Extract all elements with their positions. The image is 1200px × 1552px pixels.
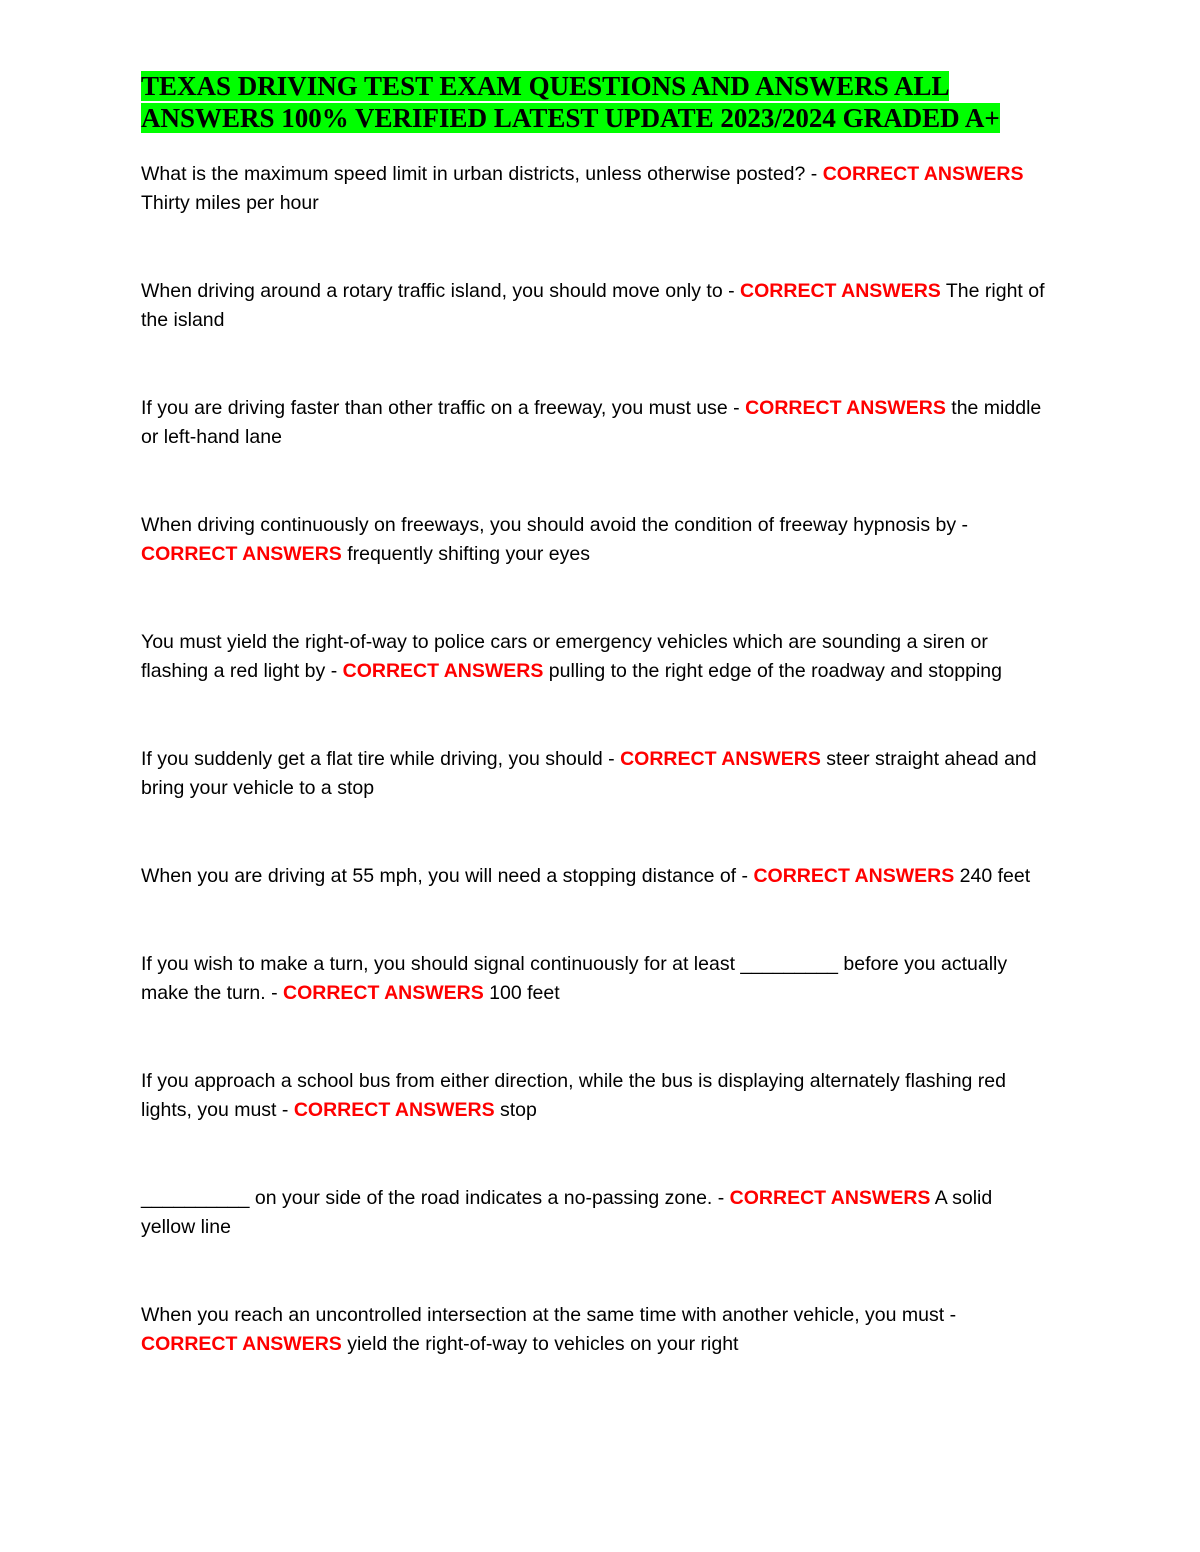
answer-marker: CORRECT ANSWERS	[620, 748, 821, 770]
qa-item	[141, 1301, 1051, 1359]
answer-marker: CORRECT ANSWERS	[141, 1333, 342, 1355]
question-text: What is the maximum speed limit in urban districts, unless otherwise posted? -	[141, 163, 823, 185]
qa-item	[141, 862, 1051, 891]
qa-item	[141, 1184, 1051, 1242]
answer-text: frequently shifting your eyes	[341, 543, 590, 565]
question-text: When driving continuously on freeways, you should avoid the condition of freeway hypnosis by -	[141, 514, 969, 536]
qa-item	[141, 160, 1051, 218]
answer-text: 240 feet	[954, 865, 1031, 887]
qa-list	[141, 160, 1051, 1359]
answer-marker: CORRECT ANSWERS	[342, 660, 544, 682]
answer-text: the middle or left-hand lane	[141, 397, 1042, 448]
answer-marker: CORRECT ANSWERS	[282, 982, 484, 1004]
answer-text: 100 feet	[483, 982, 560, 1004]
qa-item	[141, 277, 1051, 335]
question-text: If you suddenly get a flat tire while driving, you should -	[141, 748, 621, 770]
answer-marker: CORRECT ANSWERS	[745, 397, 946, 419]
question-text: When driving around a rotary traffic island, you should move only to -	[141, 280, 741, 302]
answer-text: yield the right-of-way to vehicles on your right	[341, 1333, 739, 1355]
answer-marker: CORRECT ANSWERS	[141, 543, 342, 565]
answer-text: stop	[494, 1099, 537, 1121]
question-text: If you approach a school bus from either direction, while the bus is displaying alternately flashing red lights, you must -	[141, 1070, 1006, 1121]
question-text: If you are driving faster than other traffic on a freeway, you must use -	[141, 397, 746, 419]
answer-text: pulling to the right edge of the roadway and stopping	[543, 660, 1002, 682]
document-title	[141, 70, 1051, 134]
answer-marker: CORRECT ANSWERS	[293, 1099, 495, 1121]
qa-item	[141, 1067, 1051, 1125]
answer-text: steer straight ahead and bring your vehicle to a stop	[141, 748, 1037, 799]
qa-item	[141, 394, 1051, 452]
answer-text: The right of the island	[141, 280, 1045, 331]
question-text: When you are driving at 55 mph, you will need a stopping distance of -	[141, 865, 754, 887]
question-text: You must yield the right-of-way to police cars or emergency vehicles which are sounding a siren or flashing a red light by -	[141, 631, 988, 682]
document-title-text: TEXAS DRIVING TEST EXAM QUESTIONS AND ANSWERS ALL ANSWERS 100% VERIFIED LATEST UPDATE 2023/2024 GRADED A+	[141, 71, 1000, 133]
qa-item	[141, 628, 1051, 686]
answer-marker: CORRECT ANSWERS	[729, 1187, 931, 1209]
answer-text: A solid yellow line	[141, 1187, 993, 1238]
qa-item	[141, 511, 1051, 569]
answer-marker: CORRECT ANSWERS	[822, 163, 1024, 185]
question-text: If you wish to make a turn, you should signal continuously for at least _________ before you actually make the turn. -	[141, 953, 1008, 1004]
answer-marker: CORRECT ANSWERS	[753, 865, 955, 887]
question-text: __________ on your side of the road indicates a no-passing zone. -	[141, 1187, 730, 1209]
answer-marker: CORRECT ANSWERS	[740, 280, 941, 302]
qa-item	[141, 745, 1051, 803]
question-text: When you reach an uncontrolled intersection at the same time with another vehicle, you must -	[141, 1304, 957, 1326]
document-page	[141, 70, 1051, 1418]
qa-item	[141, 950, 1051, 1008]
answer-text: Thirty miles per hour	[141, 192, 319, 214]
